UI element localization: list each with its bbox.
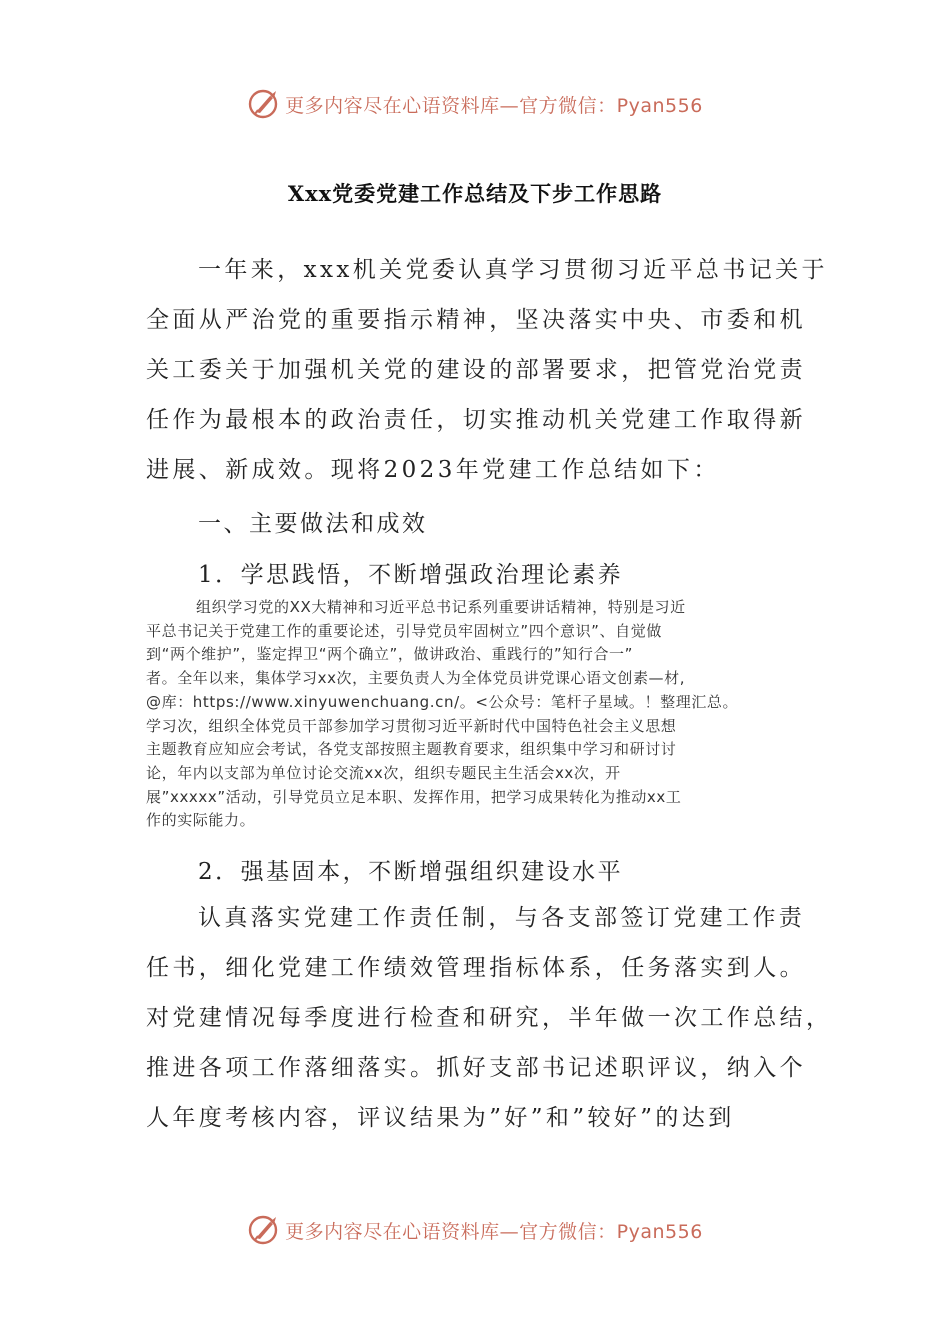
item-2-body-line: 推进各项工作落细落实。抓好支部书记述职评议，纳入个 (146, 1055, 806, 1081)
item-1-body-line: 组织学习党的XX大精神和习近平总书记系列重要讲话精神，特别是习近 (196, 598, 686, 616)
intro-line: 任作为最根本的政治责任，切实推动机关党建工作取得新 (146, 407, 806, 433)
intro-line: 关工委关于加强机关党的建设的部署要求，把管党治党责 (146, 357, 806, 383)
quill-pen-circle-logo-icon (247, 87, 281, 121)
quill-pen-circle-logo-icon (247, 1213, 281, 1247)
section-1-heading: 一、主要做法和成效 (198, 511, 428, 537)
watermark-text: 更多内容尽在心语资料库—官方微信： (285, 94, 617, 117)
intro-line: 进展、新成效。现将2023年党建工作总结如下： (146, 457, 720, 483)
item-1-body-line: @库：https://www.xinyuwenchuang.cn/。<公众号：笔杆子星域。！整理汇总。 (146, 692, 739, 711)
item-1-body-line: 学习次，组织全体党员干部参加学习贯彻习近平新时代中国特色社会主义思想 (146, 716, 677, 735)
document-title: Xxx党委党建工作总结及下步工作思路 (287, 181, 663, 206)
item-1-body-line: 平总书记关于党建工作的重要论述，引导党员牢固树立”四个意识”、自觉做 (146, 621, 662, 640)
intro-line: 全面从严治党的重要指示精神，坚决落实中央、市委和机 (146, 307, 806, 333)
item-2-body-line: 人年度考核内容，评议结果为”好”和”较好”的达到 (146, 1105, 735, 1131)
item-1-heading: 1．学思践悟，不断增强政治理论素养 (198, 562, 624, 588)
item-1-body-line: 展”xxxxx”活动，引导党员立足本职、发挥作用，把学习成果转化为推动xx工 (146, 787, 682, 806)
watermark-wechat-id: Pyan556 (616, 1220, 703, 1243)
item-1-body-line: 到“两个维护”，鉴定捍卫“两个确立”，做讲政治、重践行的”知行合一” (146, 645, 634, 664)
item-2-body (146, 893, 833, 1143)
item-1-body (146, 596, 806, 833)
intro-paragraph (146, 245, 828, 495)
item-2-body-line: 任书，细化党建工作绩效管理指标体系，任务落实到人。 (146, 955, 806, 981)
item-1-body-line: 主题教育应知应会考试，各党支部按照主题教育要求，组织集中学习和研讨讨 (146, 740, 677, 759)
intro-line: 一年来，xxx机关党委认真学习贯彻习近平总书记关于 (198, 257, 828, 283)
watermark-wechat-id: Pyan556 (616, 94, 703, 117)
item-2-body-line: 认真落实党建工作责任制，与各支部签订党建工作责 (198, 905, 806, 931)
item-1-body-line: 作的实际能力。 (146, 811, 256, 830)
footer-watermark (0, 1210, 950, 1250)
item-1-body-line: 者。全年以来，集体学习xx次，主要负责人为全体党员讲党课心语文创素—材, (146, 669, 686, 688)
item-2-body-line: 对党建情况每季度进行检查和研究，半年做一次工作总结， (146, 1005, 833, 1031)
item-1-body-line: 论，年内以支部为单位讨论交流xx次，组织专题民主生活会xx次，开 (146, 763, 621, 782)
watermark-text: 更多内容尽在心语资料库—官方微信： (285, 1220, 617, 1243)
header-watermark (0, 84, 950, 124)
item-2-heading: 2．强基固本，不断增强组织建设水平 (198, 859, 624, 885)
